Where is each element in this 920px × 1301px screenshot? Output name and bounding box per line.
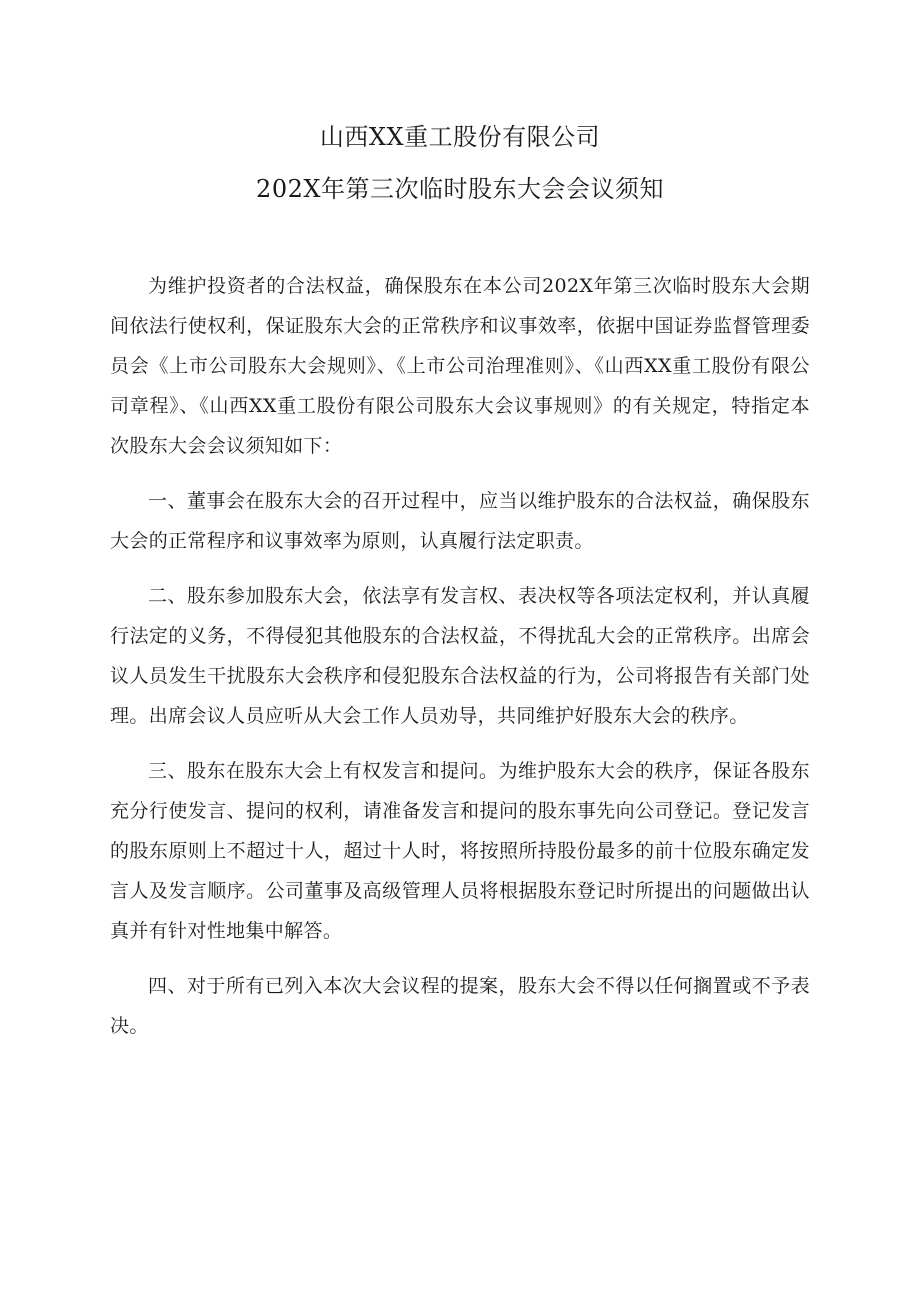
clause-2-paragraph: 二、股东参加股东大会，依法享有发言权、表决权等各项法定权利，并认真履行法定的义务，不得侵犯其他股东的合法权益，不得扰乱大会的正常秩序。出席会议人员发生干扰股东大会秩序和侵犯股东合法权益的行为，公司将报告有关部门处理。出席会议人员应听从大会工作人员劝导，共同维护好股东大会的秩序。 xyxy=(110,585,810,727)
document-body xyxy=(110,266,810,1061)
meeting-notice-title: 202X年第三次临时股东大会会议须知 xyxy=(256,175,664,203)
clause-3-paragraph: 三、股东在股东大会上有权发言和提问。为维护股东大会的秩序，保证各股东充分行使发言、提问的权利，请准备发言和提问的股东事先向公司登记。登记发言的股东原则上不超过十人，超过十人时，将按照所持股份最多的前十位股东确定发言人及发言顺序。公司董事及高级管理人员将根据股东登记时所提出的问题做出认真并有针对性地集中解答。 xyxy=(110,760,810,942)
clause-4-paragraph: 四、对于所有已列入本次大会议程的提案，股东大会不得以任何搁置或不予表决。 xyxy=(110,975,810,1037)
company-title: 山西XX重工股份有限公司 xyxy=(319,123,601,151)
clause-1-paragraph: 一、董事会在股东大会的召开过程中，应当以维护股东的合法权益，确保股东大会的正常程序和议事效率为原则，认真履行法定职责。 xyxy=(110,490,810,552)
intro-paragraph: 为维护投资者的合法权益，确保股东在本公司202X年第三次临时股东大会期间依法行使权利，保证股东大会的正常秩序和议事效率，依据中国证券监督管理委员会《上市公司股东大会规则》、《上市公司治理准则》、《山西XX重工股份有限公司章程》、《山西XX重工股份有限公司股东大会议事规则》的有关规定，特指定本次股东大会会议须知如下： xyxy=(110,275,810,457)
